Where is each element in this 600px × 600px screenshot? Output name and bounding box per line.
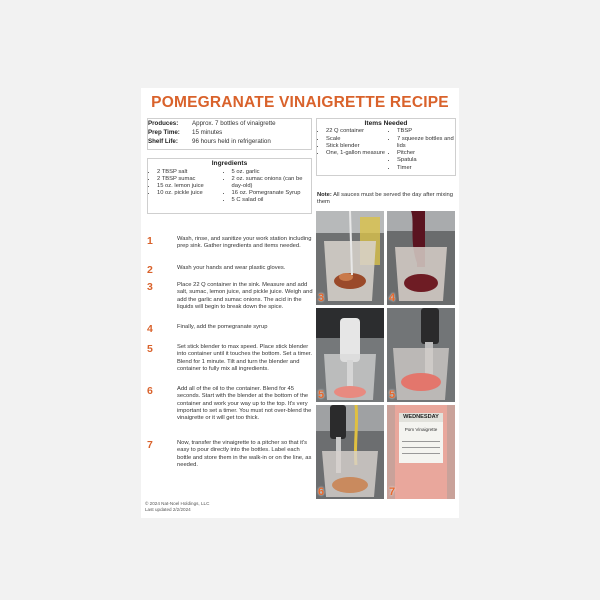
step-number: 7 (147, 439, 153, 451)
photo-step-5b (387, 308, 455, 402)
list-item: • TBSP (397, 128, 455, 135)
stick-blender-illustration (316, 308, 384, 402)
list-item: • Stick blender (326, 143, 388, 150)
items-needed-list-1 (317, 128, 388, 172)
step-number: 5 (147, 343, 153, 355)
meta-key: Prep Time: (148, 129, 180, 137)
list-item: • 15 oz. lemon juice (157, 183, 223, 190)
step-text: Now, transfer the vinaigrette to a pitcher so that it's easy to pour directly into the bottles. Label each bottle and store them in the walk-in or on the line, as needed. (177, 440, 312, 468)
bottle-label-day: WEDNESDAY (403, 414, 439, 420)
items-needed-heading: Items Needed (364, 120, 408, 127)
items-needed-box (316, 118, 456, 176)
syrup-pour-illustration (387, 211, 455, 305)
items-needed-list-2 (388, 128, 455, 172)
ingredients-heading: Ingredients (211, 160, 248, 167)
list-item: • 10 oz. pickle juice (157, 190, 223, 197)
list-item: • 16 oz. Pomegranate Syrup (232, 190, 311, 197)
meta-key: Shelf Life: (148, 138, 178, 146)
bottle-label-product: Pom Vinaigrette (404, 427, 438, 432)
list-item: • 22 Q container (326, 128, 388, 135)
photo-step-number: 5 (389, 389, 396, 401)
step-6 (147, 386, 313, 422)
step-text: Add all of the oil to the container. Blend for 45 seconds. Start with the blender at the bottom of the container and work your way up to the top. It's very important to set a timer. You must not over-blend the vinaigrette or it will get too thick. (177, 386, 312, 422)
copyright: © 2024 Nat-Noel Holdings, LLC (145, 501, 210, 506)
step-text: Finally, add the pomegranate syrup (177, 324, 268, 330)
step-number: 4 (147, 323, 153, 335)
photo-step-4 (387, 211, 455, 305)
meta-value: Approx. 7 bottles of vinaigrette (192, 120, 276, 127)
note-text: All sauces must be served the day after mixing them (317, 192, 453, 206)
ingredients-box (147, 158, 312, 214)
step-7 (147, 440, 313, 469)
meta-value: 96 hours held in refrigeration (192, 138, 271, 146)
step-number: 6 (147, 385, 153, 397)
photo-step-number: 3 (318, 292, 325, 304)
step-1 (147, 236, 313, 251)
list-item: • Scale (326, 136, 388, 143)
list-item: • Pitcher (397, 150, 455, 157)
page-title: POMEGRANATE VINAIGRETTE RECIPE (151, 94, 449, 111)
container-spices-illustration (316, 211, 384, 305)
list-item: • 2 oz. sumac onions (can be day-old) (232, 176, 311, 190)
list-item: • Spatula (397, 157, 455, 164)
list-item: • 2 TBSP salt (157, 169, 223, 176)
footer (145, 501, 209, 513)
step-text: Wash, rinse, and sanitize your work station including prep sink. Gather ingredients and items needed. (177, 236, 312, 250)
recipe-page (141, 88, 459, 518)
step-number: 3 (147, 281, 153, 293)
meta-row-produces (148, 119, 311, 128)
step-text: Place 22 Q container in the sink. Measure and add salt, sumac, lemon juice, and pickle juice. Weigh and add the garlic and sumac onions. The acid in the liquids will begin to break down the spice. (177, 282, 313, 310)
meta-key: Produces: (148, 120, 179, 127)
note-label: Note: (317, 192, 332, 198)
step-number: 2 (147, 264, 153, 276)
photo-step-3 (316, 211, 384, 305)
step-5 (147, 344, 313, 373)
meta-row-shelf-life (148, 137, 311, 146)
photo-step-number: 6 (318, 486, 325, 498)
ingredients-list-2 (223, 169, 311, 204)
list-item: • Timer (397, 165, 455, 172)
meta-row-prep-time (148, 128, 311, 137)
step-3 (147, 282, 313, 311)
step-number: 1 (147, 235, 153, 247)
list-item: • 2 TBSP sumac (157, 176, 223, 183)
photo-step-number: 7 (389, 486, 396, 498)
last-updated: Last updated 2/2/2024 (145, 507, 191, 512)
list-item: • 5 C salad oil (232, 197, 311, 204)
step-photos (316, 211, 455, 499)
photo-step-6 (316, 405, 384, 499)
recipe-meta (147, 118, 312, 150)
oil-pour-illustration (316, 405, 384, 499)
step-4 (147, 324, 313, 335)
serving-note (317, 192, 455, 207)
photo-step-number: 4 (389, 292, 396, 304)
list-item: • 5 oz. garlic (232, 169, 311, 176)
step-2 (147, 265, 313, 276)
list-item: • 7 squeeze bottles and lids (397, 136, 455, 151)
list-item: • One, 1-gallon measure (326, 150, 388, 157)
photo-step-number: 5 (318, 389, 325, 401)
blending-illustration (387, 308, 455, 402)
meta-value: 15 minutes (192, 129, 223, 137)
ingredients-list-1 (148, 169, 223, 204)
photo-step-5a (316, 308, 384, 402)
step-text: Wash your hands and wear plastic gloves. (177, 265, 286, 271)
step-text: Set stick blender to max speed. Place stick blender into container until it touches the bottom. Set a timer. Blend for 1 minute. Tilt and turn the blender and container to fully mix all ingredients. (177, 344, 313, 372)
photo-step-7 (387, 405, 455, 499)
